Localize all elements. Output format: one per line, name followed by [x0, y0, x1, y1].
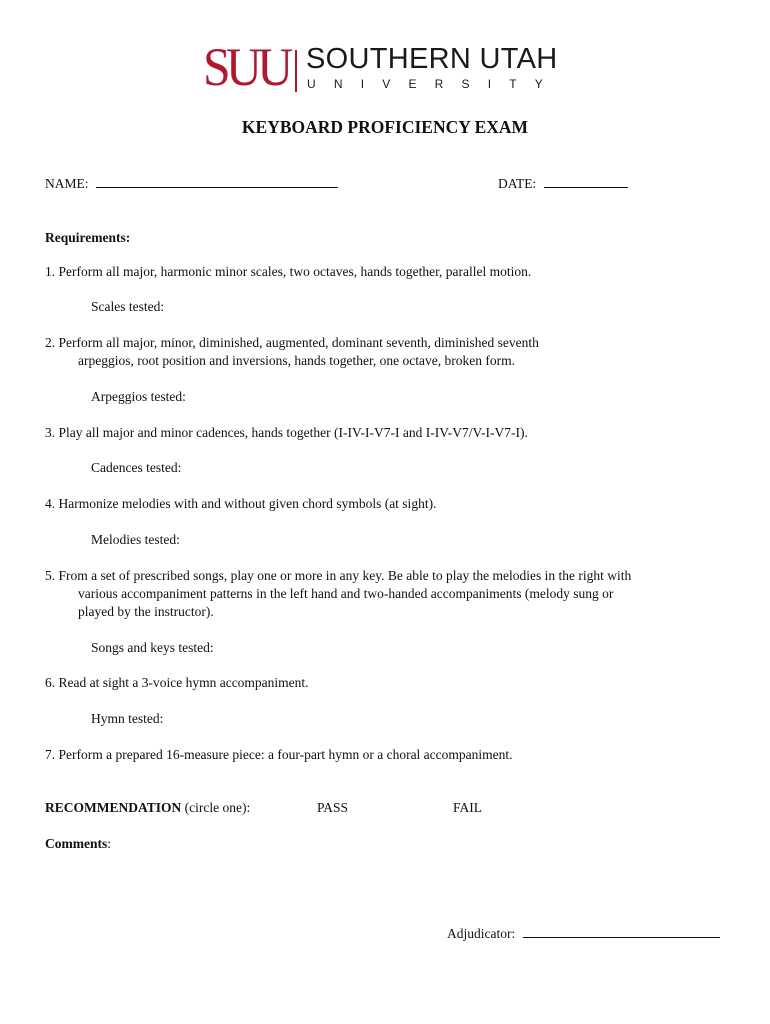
pass-option[interactable]: PASS	[317, 800, 349, 815]
logo-divider	[295, 50, 297, 92]
fail-option[interactable]: FAIL	[453, 800, 482, 815]
cadences-tested-label: Cadences tested:	[91, 460, 182, 475]
name-label: NAME:	[45, 176, 89, 191]
requirement-6: 6. Read at sight a 3-voice hymn accompaniment.	[45, 675, 309, 690]
requirements-heading: Requirements:	[45, 230, 131, 245]
requirement-4: 4. Harmonize melodies with and without given chord symbols (at sight).	[45, 496, 437, 511]
recommendation-hint: (circle one):	[184, 800, 251, 815]
songs-tested-label: Songs and keys tested:	[91, 640, 214, 655]
comments-label: Comments	[45, 836, 108, 851]
page-title: KEYBOARD PROFICIENCY EXAM	[241, 117, 529, 137]
logo-subname: UNIVERSITY	[307, 77, 562, 91]
university-logo	[203, 37, 573, 97]
adjudicator-blank[interactable]	[523, 925, 720, 938]
date-blank[interactable]	[544, 175, 628, 188]
requirement-5: 5. From a set of prescribed songs, play one or more in any key. Be able to play the melodies in the right with	[45, 568, 632, 583]
requirement-5-cont-2: played by the instructor).	[78, 604, 214, 619]
recommendation-label: RECOMMENDATION	[45, 800, 182, 815]
logo-mark: SUU	[203, 37, 289, 97]
adjudicator-field[interactable]	[447, 925, 720, 942]
comments-row	[45, 836, 111, 852]
melodies-tested-label: Melodies tested:	[91, 532, 180, 547]
requirement-5-cont-1: various accompaniment patterns in the left hand and two-handed accompaniments (melody sung or	[78, 586, 614, 601]
date-field[interactable]	[498, 175, 628, 192]
date-label: DATE:	[498, 176, 537, 191]
logo-name: SOUTHERN UTAH	[306, 43, 558, 75]
hymn-tested-label: Hymn tested:	[91, 711, 164, 726]
arpeggios-tested-label: Arpeggios tested:	[91, 389, 186, 404]
adjudicator-label: Adjudicator:	[447, 926, 516, 941]
recommendation-row	[45, 800, 250, 816]
requirement-3: 3. Play all major and minor cadences, hands together (I-IV-I-V7-I and I-IV-V7/V-I-V7-I).	[45, 425, 528, 440]
comments-colon: :	[107, 836, 112, 851]
requirement-2-cont: arpeggios, root position and inversions, hands together, one octave, broken form.	[78, 353, 515, 368]
name-field[interactable]	[45, 175, 338, 192]
scales-tested-label: Scales tested:	[91, 299, 165, 314]
name-blank[interactable]	[96, 175, 338, 188]
requirement-2: 2. Perform all major, minor, diminished, augmented, dominant seventh, diminished seventh	[45, 335, 539, 350]
requirement-7: 7. Perform a prepared 16-measure piece: a four-part hymn or a choral accompaniment.	[45, 747, 513, 762]
requirement-1: 1. Perform all major, harmonic minor scales, two octaves, hands together, parallel motion.	[45, 264, 532, 279]
